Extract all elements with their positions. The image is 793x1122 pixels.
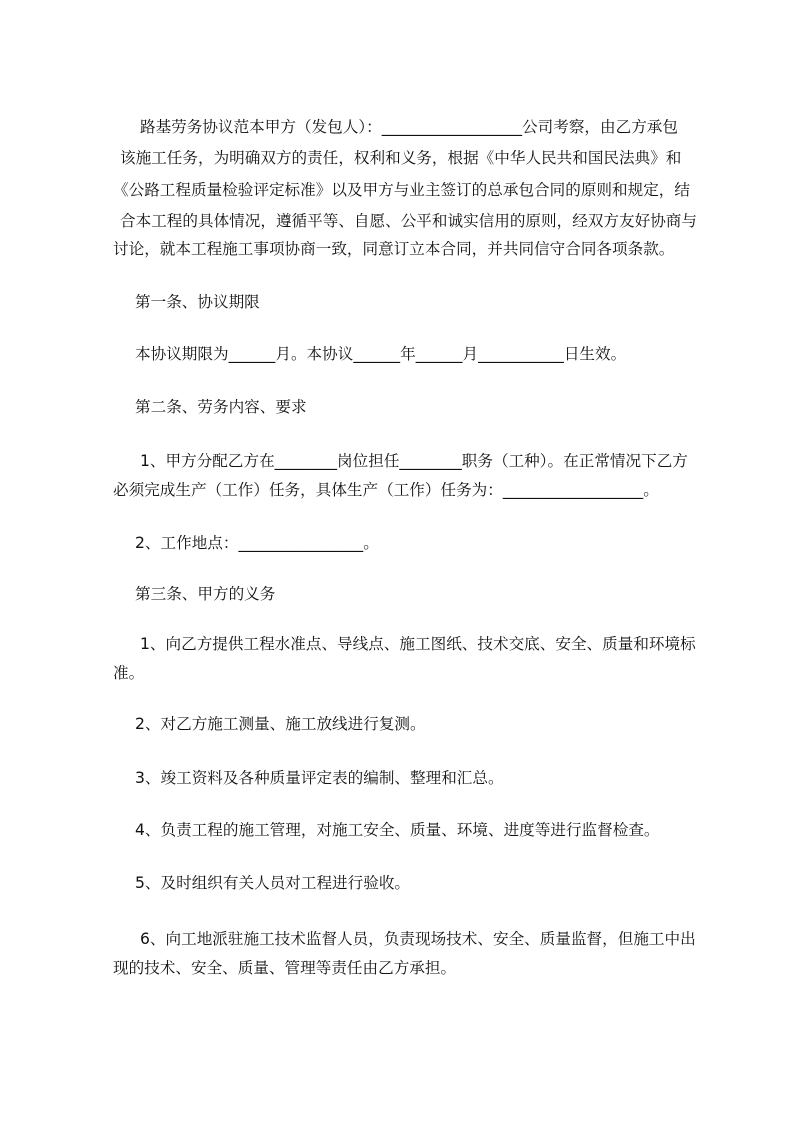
article-1-text: 本协议期限为______月。本协议______年______月___________日生效。 xyxy=(135,345,627,363)
intro-line: 讨论，就本工程施工事项协商一致，同意订立本合同，并共同信守合同各项条款。 xyxy=(113,240,675,258)
article-3-title: 第三条、甲方的义务 xyxy=(135,585,276,603)
article-3-item-6: 现的技术、安全、质量、管理等责任由乙方承担。 xyxy=(113,959,457,977)
article-3-item-4: 4、负责工程的施工管理，对施工安全、质量、环境、进度等进行监督检查。 xyxy=(135,821,660,839)
article-2-item-1: 必须完成生产（工作）任务，具体生产（工作）任务为：__________________。 xyxy=(113,481,659,499)
article-3-item-5: 5、及时组织有关人员对工程进行验收。 xyxy=(135,874,411,892)
article-2-title: 第二条、劳务内容、要求 xyxy=(135,398,307,416)
article-3-item-6: 6、向工地派驻施工技术监督人员，负责现场技术、安全、质量监督，但施工中出 xyxy=(140,930,696,948)
intro-line: 该施工任务，为明确双方的责任，权利和义务，根据《中华人民共和国民法典》和 xyxy=(120,149,682,167)
article-3-item-3: 3、竣工资料及各种质量评定表的编制、整理和汇总。 xyxy=(135,769,504,787)
article-3-item-2: 2、对乙方施工测量、施工放线进行复测。 xyxy=(135,715,426,733)
article-1-title: 第一条、协议期限 xyxy=(135,293,260,311)
article-3-item-1: 准。 xyxy=(113,664,145,682)
article-2-item-1: 1、甲方分配乙方在________岗位担任________职务（工种）。在正常情况下乙方 xyxy=(140,452,688,470)
article-2-item-2: 2、工作地点：________________。 xyxy=(135,534,379,552)
intro-line: 合本工程的具体情况，遵循平等、自愿、公平和诚实信用的原则，经双方友好协商与 xyxy=(120,212,697,230)
intro-line: 路基劳务协议范本甲方（发包人）：__________________公司考察，由乙方承包 xyxy=(140,118,678,136)
intro-line: 《公路工程质量检验评定标准》以及甲方与业主签订的总承包合同的原则和规定，结 xyxy=(113,181,690,199)
article-3-item-1: 1、向乙方提供工程水准点、导线点、施工图纸、技术交底、安全、质量和环境标 xyxy=(140,635,696,653)
